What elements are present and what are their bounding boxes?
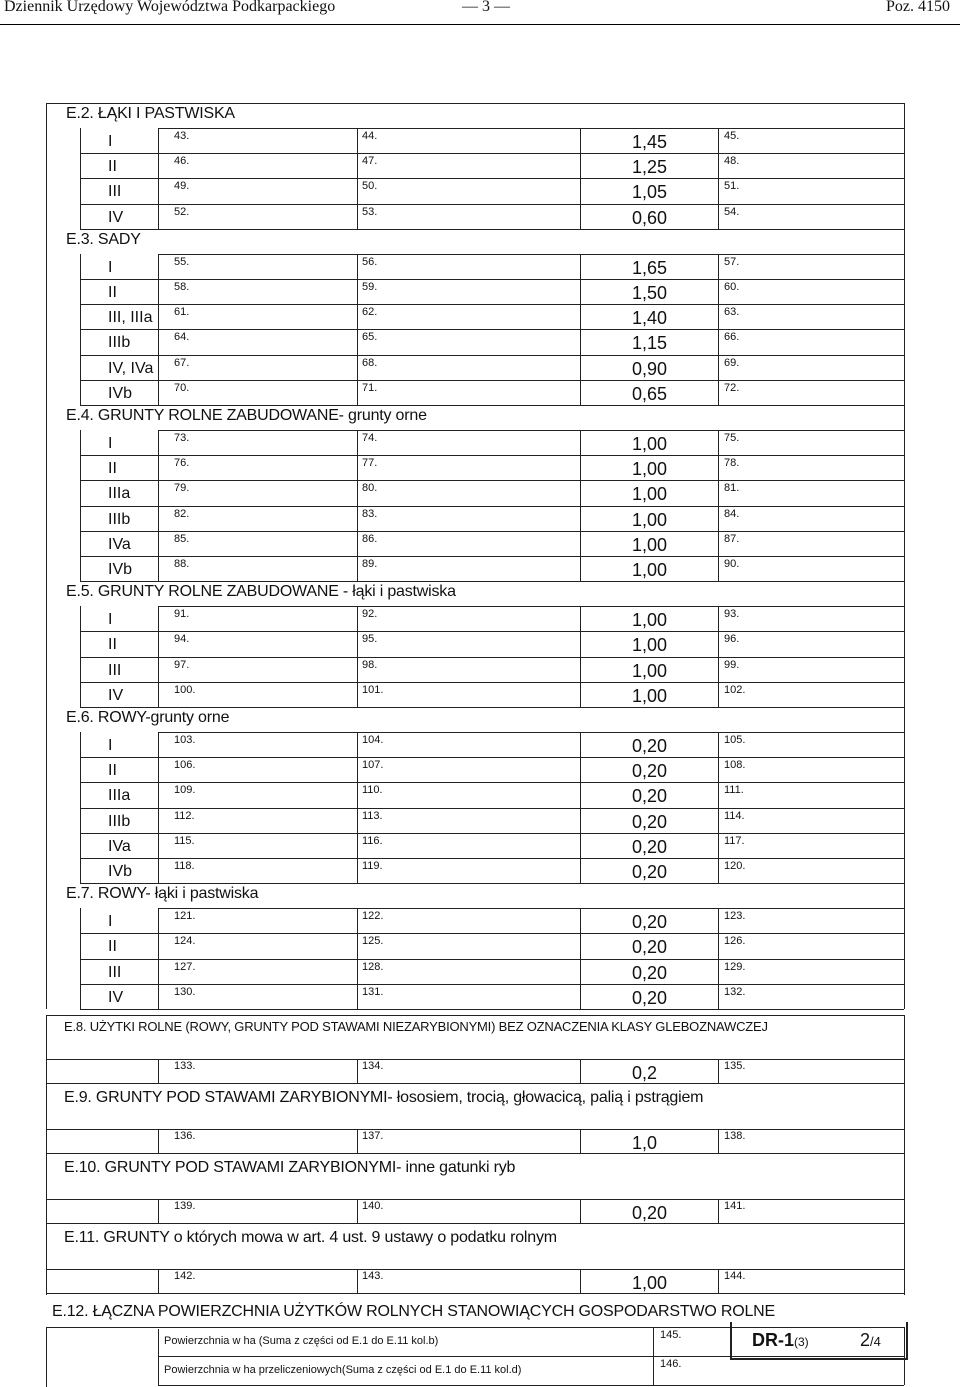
v-line (158, 1269, 159, 1293)
v-line (80, 606, 81, 707)
cell-number: 63. (724, 306, 740, 319)
cell-number: 101. (362, 683, 384, 696)
v-line (580, 1129, 581, 1153)
cell-number: 122. (362, 910, 384, 923)
v-line (718, 908, 719, 1009)
v-line (158, 1329, 159, 1385)
cell-number: 82. (174, 507, 190, 520)
cell-number: 81. (724, 482, 740, 495)
cell-number: 70. (174, 381, 190, 394)
cell-number: 92. (362, 608, 378, 621)
cell-number: 91. (174, 608, 190, 621)
v-line (158, 1199, 159, 1223)
row-label: II (108, 762, 117, 780)
cell-number: 80. (362, 482, 378, 495)
cell-number: 48. (724, 155, 740, 168)
h-line (158, 1385, 904, 1386)
row-label: IIIa (108, 787, 131, 805)
row-label: IV (108, 988, 124, 1006)
h-line (80, 455, 904, 456)
row-label: III, IIIa (108, 309, 153, 327)
cell-number: 64. (174, 331, 190, 344)
v-line (718, 430, 719, 581)
h-line (80, 153, 904, 154)
v-line (357, 732, 358, 883)
v-line (357, 1129, 358, 1153)
row-label: IVa (108, 837, 131, 855)
cell-value: 1,0 (632, 1133, 658, 1153)
v-line (718, 128, 719, 229)
cell-number: 105. (724, 734, 746, 746)
v-line (718, 1269, 719, 1293)
v-line (904, 103, 905, 1009)
cell-number: 52. (174, 205, 190, 218)
cell-number: 143. (362, 1270, 384, 1282)
section-title: E.2. ŁĄKI I PASTWISKA (66, 105, 235, 122)
cell-number: 121. (174, 910, 196, 923)
cell-value: 1,40 (632, 308, 668, 329)
cell-value: 0,20 (632, 962, 668, 983)
h-line (46, 1015, 904, 1016)
h-line (80, 279, 904, 280)
h-line (80, 757, 904, 758)
cell-number: 135. (724, 1060, 746, 1072)
v-line (653, 1327, 654, 1385)
cell-number: 131. (362, 985, 384, 998)
row-label: IV, IVa (108, 359, 154, 377)
cell-number: 100. (174, 683, 196, 696)
h-line (46, 1129, 904, 1130)
cell-number: 71. (362, 381, 378, 394)
cell-number: 107. (362, 759, 384, 772)
cell-number: 96. (724, 633, 740, 646)
v-line (46, 103, 47, 1009)
cell-number: 59. (362, 281, 378, 293)
section-title: E.4. GRUNTY ROLNE ZABUDOWANE- grunty orne (66, 407, 427, 424)
cell-number: 144. (724, 1270, 746, 1282)
cell-number: 115. (174, 834, 195, 847)
row-label: IVb (108, 863, 133, 880)
h-line (46, 1269, 904, 1270)
cell-value: 0,20 (632, 937, 668, 958)
row-label: I (108, 133, 113, 150)
cell-value: 1,25 (632, 157, 668, 178)
h-line (80, 682, 904, 683)
v-line (80, 254, 81, 405)
cell-number: 89. (362, 558, 378, 570)
row-label: I (108, 913, 113, 931)
cell-value: 0,20 (632, 811, 668, 832)
row-label: III (108, 183, 122, 201)
h-line (80, 329, 904, 330)
v-line (580, 254, 581, 405)
cell-value: 1,15 (632, 333, 668, 354)
cell-number: 74. (362, 432, 378, 444)
h-line (80, 556, 904, 557)
cell-number: 55. (174, 255, 190, 268)
cell-number: 51. (724, 180, 740, 193)
row-label: I (108, 737, 113, 754)
v-line (718, 1129, 719, 1153)
cell-number: 140. (362, 1200, 384, 1212)
cell-number: 130. (174, 985, 196, 998)
cell-number: 99. (724, 658, 740, 671)
v-line (357, 128, 358, 229)
h-line (80, 480, 904, 481)
cell-value: 1,00 (632, 685, 668, 706)
row-label: IV (108, 208, 124, 226)
section-title: E.7. ROWY- łąki i pastwiska (66, 885, 259, 903)
summary-label: Powierzchnia w ha przeliczeniowych(Suma z części od E.1 do E.11 kol.d) (164, 1364, 522, 1376)
v-line (46, 1327, 47, 1387)
v-line (718, 254, 719, 405)
h-line (80, 178, 904, 179)
row-label: IVb (108, 561, 133, 578)
v-line (580, 1059, 581, 1083)
h-line (80, 883, 904, 884)
v-line (580, 606, 581, 707)
section-title: E.3. SADY (66, 230, 141, 248)
v-line (158, 732, 159, 883)
cell-number: 49. (174, 180, 190, 193)
cell-value: 0,20 (632, 836, 668, 857)
h-line (80, 631, 904, 632)
v-line (580, 430, 581, 581)
cell-number: 54. (724, 205, 740, 218)
v-line (718, 606, 719, 707)
cell-number: 79. (174, 482, 190, 495)
cell-number: 129. (724, 960, 746, 973)
cell-number: 104. (362, 734, 384, 746)
row-label: I (108, 435, 113, 452)
cell-number: 60. (724, 281, 740, 293)
cell-value: 0,65 (632, 383, 668, 404)
cell-value: 1,00 (632, 610, 668, 631)
summary-number: 145. (660, 1329, 682, 1341)
v-line (80, 128, 81, 229)
cell-value: 1,00 (632, 534, 668, 555)
cell-number: 98. (362, 658, 378, 671)
h-line (80, 581, 904, 582)
h-line (158, 254, 904, 255)
cell-number: 141. (724, 1200, 746, 1212)
row-label: III (108, 963, 122, 981)
cell-number: 84. (724, 507, 740, 520)
cell-number: 45. (724, 130, 740, 142)
cell-value: 0,20 (632, 736, 668, 756)
h-line (80, 959, 904, 960)
cell-number: 44. (362, 130, 378, 142)
cell-number: 47. (362, 155, 378, 168)
cell-value: 1,00 (632, 1273, 668, 1293)
v-line (80, 430, 81, 581)
cell-value: 0,60 (632, 207, 668, 228)
v-line (718, 732, 719, 883)
v-line (158, 430, 159, 581)
cell-number: 128. (362, 960, 384, 973)
h-line (158, 430, 904, 431)
section-title: E.11. GRUNTY o których mowa w art. 4 ust. 9 ustawy o podatku rolnym (64, 1229, 557, 1246)
cell-number: 123. (724, 910, 746, 923)
section-title: E.10. GRUNTY POD STAWAMI ZARYBIONYMI- inne gatunki ryb (64, 1159, 516, 1176)
v-line (158, 1059, 159, 1083)
h-line (80, 405, 904, 406)
cell-number: 120. (724, 860, 746, 872)
cell-number: 111. (724, 784, 744, 797)
cell-number: 76. (174, 457, 190, 470)
cell-value: 1,00 (632, 635, 668, 656)
v-line (580, 732, 581, 883)
cell-value: 0,20 (632, 786, 668, 807)
cell-number: 93. (724, 608, 740, 621)
v-line (80, 908, 81, 1009)
cell-number: 97. (174, 658, 190, 671)
cell-number: 46. (174, 155, 190, 168)
cell-number: 88. (174, 558, 190, 570)
h-line (80, 355, 904, 356)
v-line (357, 430, 358, 581)
v-line (904, 1015, 905, 1295)
cell-number: 103. (174, 734, 196, 746)
row-label: II (108, 460, 117, 478)
h-line (80, 1009, 904, 1010)
v-line (357, 908, 358, 1009)
cell-number: 142. (174, 1270, 196, 1282)
v-line (158, 606, 159, 707)
summary-number: 146. (660, 1358, 682, 1370)
h-line (80, 707, 904, 708)
cell-number: 68. (362, 356, 378, 369)
row-label: IIIb (108, 510, 131, 528)
h-line (46, 103, 904, 104)
h-line (80, 531, 904, 532)
v-line (357, 1059, 358, 1083)
row-label: IV (108, 686, 124, 704)
cell-number: 50. (362, 180, 378, 193)
v-line (580, 128, 581, 229)
h-line (80, 380, 904, 381)
summary-label: Powierzchnia w ha (Suma z części od E.1 do E.11 kol.b) (164, 1335, 439, 1347)
cell-number: 106. (174, 759, 196, 772)
h-line (80, 858, 904, 859)
cell-number: 139. (174, 1200, 196, 1212)
h-line (80, 782, 904, 783)
cell-value: 1,65 (632, 257, 668, 278)
position-number: Poz. 4150 (886, 0, 950, 15)
cell-number: 69. (724, 356, 740, 369)
h-line (80, 657, 904, 658)
v-line (357, 606, 358, 707)
row-label: I (108, 611, 113, 629)
cell-number: 90. (724, 558, 740, 570)
cell-number: 119. (362, 860, 383, 872)
h-line (80, 933, 904, 934)
cell-value: 1,45 (632, 132, 668, 152)
cell-value: 0,20 (632, 987, 668, 1008)
v-line (580, 1269, 581, 1293)
cell-value: 1,00 (632, 660, 668, 681)
cell-number: 67. (174, 356, 190, 369)
cell-number: 102. (724, 683, 746, 696)
h-line (46, 1153, 904, 1154)
cell-number: 113. (362, 809, 383, 822)
v-line (357, 1269, 358, 1293)
row-label: IVb (108, 384, 133, 402)
h-line (46, 1223, 904, 1224)
section-title: E.9. GRUNTY POD STAWAMI ZARYBIONYMI- łososiem, trocią, głowacicą, palią i pstrągiem (64, 1089, 704, 1106)
cell-number: 127. (174, 960, 196, 973)
v-line (158, 1129, 159, 1153)
row-label: II (108, 938, 117, 956)
h-line (80, 808, 904, 809)
h-line (80, 204, 904, 205)
v-line (158, 908, 159, 1009)
cell-number: 117. (724, 834, 745, 847)
section-title: E.6. ROWY-grunty orne (66, 709, 230, 726)
cell-number: 124. (174, 935, 196, 948)
cell-number: 72. (724, 381, 740, 394)
v-line (80, 732, 81, 883)
h-line (80, 833, 904, 834)
cell-number: 58. (174, 281, 190, 293)
cell-number: 53. (362, 205, 378, 218)
h-line (80, 506, 904, 507)
cell-number: 77. (362, 457, 378, 470)
cell-value: 0,90 (632, 358, 668, 379)
h-line (158, 128, 904, 129)
row-label: IVa (108, 535, 131, 553)
v-line (357, 1199, 358, 1223)
cell-value: 0,20 (632, 912, 668, 933)
h-line (158, 606, 904, 607)
cell-number: 137. (362, 1130, 384, 1142)
cell-number: 112. (174, 809, 195, 822)
cell-number: 75. (724, 432, 740, 444)
cell-number: 136. (174, 1130, 196, 1142)
journal-title: Dziennik Urzędowy Województwa Podkarpackiego (4, 0, 336, 15)
cell-value: 1,00 (632, 560, 668, 580)
cell-number: 66. (724, 331, 740, 344)
cell-number: 125. (362, 935, 384, 948)
cell-number: 110. (362, 784, 383, 797)
v-line (580, 908, 581, 1009)
h-line (158, 908, 904, 909)
cell-number: 109. (174, 784, 196, 797)
row-label: III (108, 661, 122, 679)
cell-number: 86. (362, 532, 378, 545)
cell-number: 116. (362, 834, 383, 847)
cell-number: 95. (362, 633, 378, 646)
cell-value: 1,05 (632, 182, 668, 203)
cell-number: 134. (362, 1060, 384, 1072)
v-line (46, 1015, 47, 1295)
row-label: IIIb (108, 812, 131, 830)
row-label: I (108, 258, 113, 276)
cell-number: 132. (724, 985, 746, 998)
cell-value: 1,00 (632, 484, 668, 505)
cell-number: 118. (174, 860, 195, 872)
v-line (718, 1199, 719, 1223)
row-label: IIIa (108, 485, 131, 503)
cell-number: 85. (174, 532, 190, 545)
cell-number: 83. (362, 507, 378, 520)
cell-number: 87. (724, 532, 740, 545)
cell-value: 0,2 (632, 1063, 658, 1083)
cell-number: 126. (724, 935, 746, 948)
h-line (46, 1083, 904, 1084)
cell-value: 1,00 (632, 434, 668, 454)
cell-number: 73. (174, 432, 190, 444)
h-line (80, 984, 904, 985)
h-line (46, 1059, 904, 1060)
row-label: II (108, 636, 117, 654)
cell-number: 65. (362, 331, 378, 344)
h-line (80, 229, 904, 230)
row-label: II (108, 284, 117, 301)
h-line (80, 304, 904, 305)
cell-value: 1,50 (632, 283, 668, 303)
cell-value: 0,20 (632, 761, 668, 782)
cell-number: 62. (362, 306, 378, 319)
cell-number: 57. (724, 255, 740, 268)
cell-number: 61. (174, 306, 190, 319)
cell-number: 114. (724, 809, 745, 822)
v-line (158, 128, 159, 229)
h-line (46, 1293, 904, 1294)
cell-number: 94. (174, 633, 190, 646)
section-title: E.5. GRUNTY ROLNE ZABUDOWANE - łąki i pastwiska (66, 583, 456, 601)
form-code: DR-1(3) (752, 1330, 809, 1350)
section-title: E.12. ŁĄCZNA POWIERZCHNIA UŻYTKÓW ROLNYCH STANOWIĄCYCH GOSPODARSTWO ROLNE (52, 1303, 775, 1320)
h-line (46, 1199, 904, 1200)
cell-value: 1,00 (632, 459, 668, 480)
cell-value: 0,20 (632, 1203, 668, 1223)
cell-number: 133. (174, 1060, 196, 1072)
v-line (580, 1199, 581, 1223)
row-label: II (108, 158, 117, 176)
cell-value: 0,20 (632, 862, 668, 882)
cell-number: 56. (362, 255, 378, 268)
v-line (357, 254, 358, 405)
row-label: IIIb (108, 334, 131, 352)
v-line (718, 1059, 719, 1083)
h-line (158, 732, 904, 733)
cell-value: 1,00 (632, 509, 668, 530)
v-line (158, 254, 159, 405)
page-number: — 3 — (462, 0, 510, 15)
section-title: E.8. UŻYTKI ROLNE (ROWY, GRUNTY POD STAWAMI NIEZARYBIONYMI) BEZ OZNACZENIA KLASY GLEBOZNAWCZEJ (64, 1019, 768, 1034)
cell-number: 43. (174, 130, 190, 142)
cell-number: 78. (724, 457, 740, 470)
form-page: 2/4 (860, 1330, 881, 1350)
cell-number: 138. (724, 1130, 746, 1142)
cell-number: 108. (724, 759, 746, 772)
